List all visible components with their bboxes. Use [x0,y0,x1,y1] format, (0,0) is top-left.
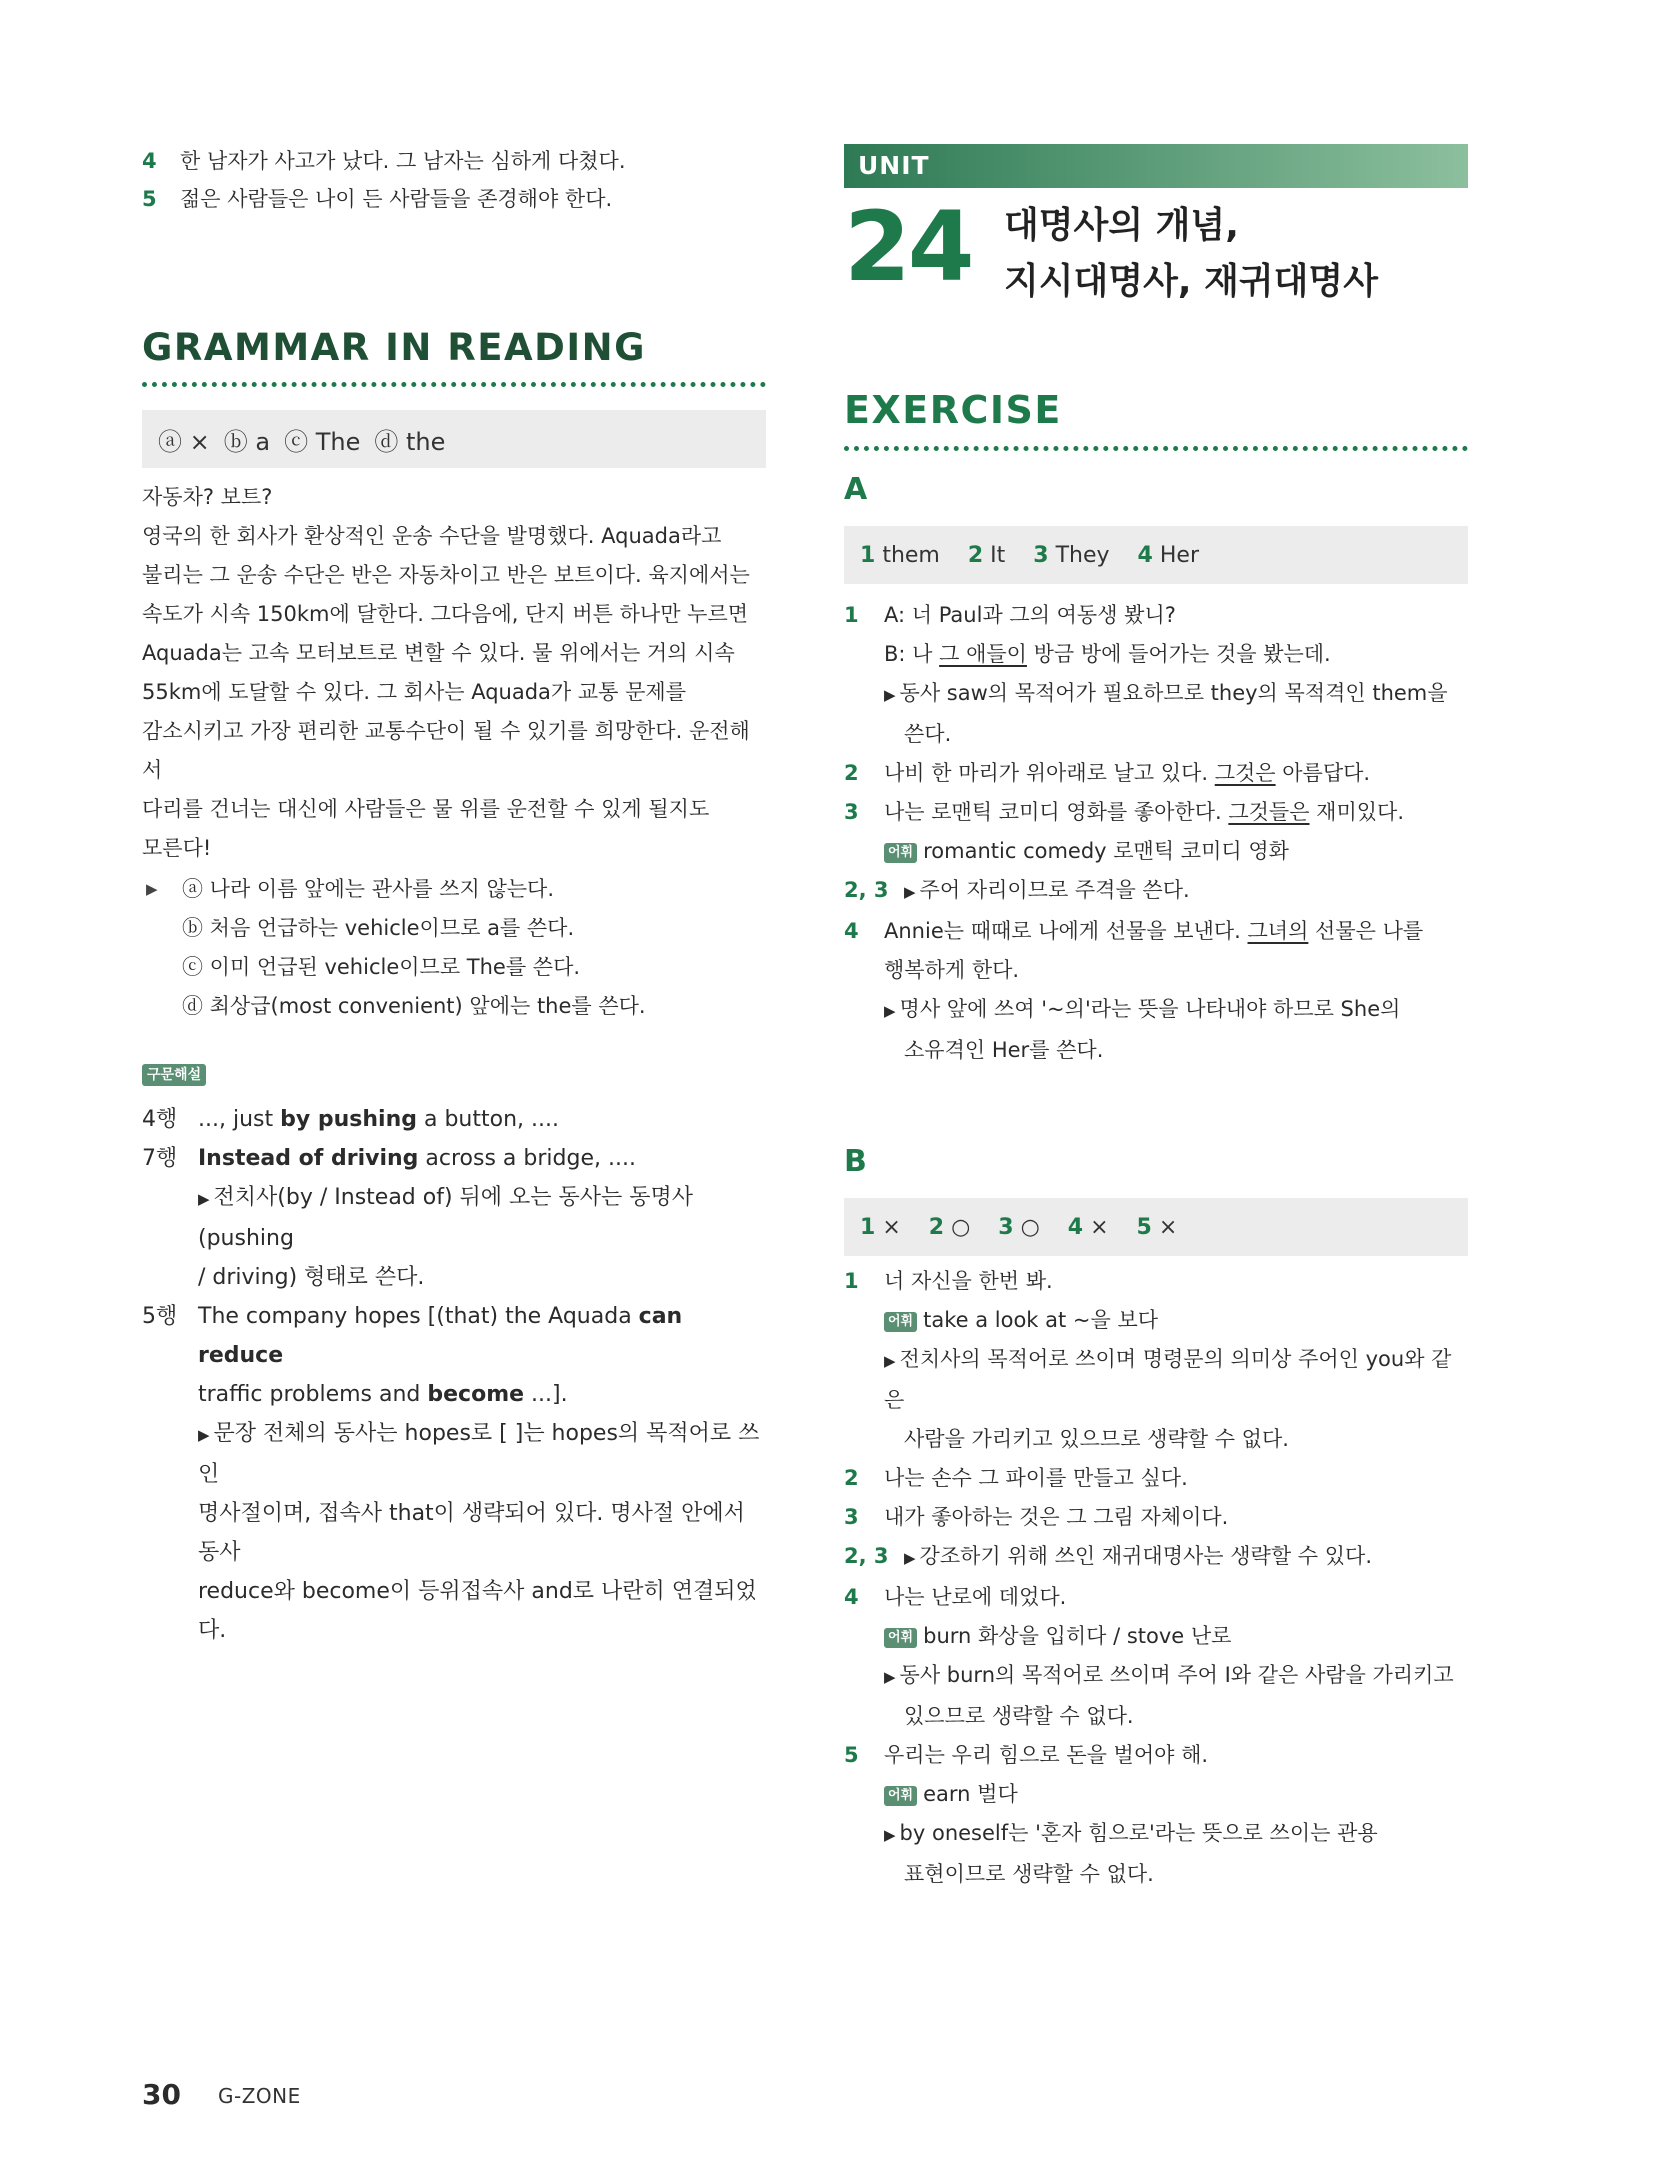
list-item [142,142,626,180]
unit-number: 24 [844,191,972,303]
item-note: ▶ 전치사의 목적어로 쓰이며 명령문의 의미상 주어인 you와 같은 [884,1347,1452,1412]
exercise-item [844,1578,1468,1617]
syntax-row [142,1100,766,1139]
item-number: 5 [844,1743,859,1767]
paragraph-line: 영국의 한 회사가 환상적인 운송 수단을 발명했다. Aquada라고 [142,524,722,548]
triangle-bullet-icon: ▶ [146,880,158,898]
item-note: 표현이므로 생략할 수 없다. [904,1862,1154,1886]
answer: 4 × [1067,1214,1109,1240]
item-text: A: 너 Paul과 그의 여동생 봤니? [884,603,1176,627]
item-text: 너 자신을 한번 봐. [884,1269,1053,1293]
syntax-bold: Instead of driving [198,1146,419,1171]
dotted-divider [142,382,766,387]
paragraph-line: 속도가 시속 150km에 달한다. 그다음에, 단지 버튼 하나만 누르면 [142,602,749,626]
unit-title-line: 대명사의 개념, [1004,205,1239,246]
line-label: 4행 [142,1107,178,1132]
exercise-item [844,1498,1468,1537]
syntax-note: ▶ 전치사(by / Instead of) 뒤에 오는 동사는 동명사(pushing [198,1185,694,1251]
note-line: ⓑ 처음 언급하는 vehicle이므로 a를 쓴다. [182,916,575,940]
item-number: 2, 3 [844,878,889,902]
item-note: ▶ 명사 앞에 쓰여 '~의'라는 뜻을 나타내야 하므로 She의 [884,997,1401,1021]
answer-box [142,410,766,468]
list-item [142,180,626,218]
syntax-continuation: traffic problems and become ...]. [198,1382,568,1407]
syntax-bold: can reduce [198,1304,683,1368]
answer: 3 ○ [998,1214,1040,1240]
syntax-note: reduce와 become이 등위접속사 and로 나란히 연결되었다. [198,1579,757,1643]
unit-title-line: 지시대명사, 재귀대명사 [1004,261,1378,302]
item-number: 2 [844,1466,859,1490]
item-text: 행복하게 한다. [884,958,1020,982]
previous-answers-list [142,142,626,218]
item-text: 내가 좋아하는 것은 그 그림 자체이다. [884,1505,1229,1529]
exercise-item: 3 나는 로맨틱 코미디 영화를 좋아한다. 그것들은 재미있다. [844,793,1468,832]
paragraph-line: 모른다! [142,836,212,860]
item-number: 3 [844,800,859,824]
syntax-text: a button, .... [416,1107,559,1132]
answer-c: ⓒ The [284,427,361,456]
item-number: 4 [844,1585,859,1609]
syntax-bold: by pushing [280,1107,417,1132]
triangle-bullet-icon: ▶ [884,1002,896,1020]
unit-title [1004,198,1378,310]
exercise-item: 2 나비 한 마리가 위아래로 날고 있다. 그것은 아름답다. [844,754,1468,793]
paragraph-line: 55km에 도달할 수 있다. 그 회사는 Aquada가 교통 문제를 [142,680,686,704]
answer: 2 It [967,542,1006,568]
answer-b: ⓑ a [223,427,271,456]
triangle-bullet-icon: ▶ [904,1549,916,1567]
syntax-note: ▶ 문장 전체의 동사는 hopes로 [ ]는 hopes의 목적어로 쓰인 [198,1421,760,1487]
item-note: 소유격인 Her를 쓴다. [904,1038,1104,1062]
answer-d: ⓓ the [374,427,446,456]
exercise-b-items [844,1262,1468,1894]
item-note: 있으므로 생략할 수 없다. [904,1704,1134,1728]
vocab-line: 어휘 earn 벌다 [844,1775,1468,1814]
unit-label-bar: UNIT [844,144,1468,188]
answer: 1 × [860,1214,901,1240]
syntax-note: 명사절이며, 접속사 that이 생략되어 있다. 명사절 안에서 동사 [198,1501,745,1565]
answer-box-a [844,526,1468,584]
triangle-bullet-icon: ▶ [198,1190,210,1208]
vocab-tag: 어휘 [884,843,917,863]
paragraph-line: 자동차? 보트? [142,485,273,509]
answer: 2 ○ [928,1214,971,1240]
item-text: 한 남자가 사고가 났다. 그 남자는 심하게 다쳤다. [180,149,626,173]
exercise-item [844,1262,1468,1301]
exercise-item [844,1459,1468,1498]
note-line: ⓓ 최상급(most convenient) 앞에는 the를 쓴다. [182,994,646,1018]
vocab-line: 어휘 burn 화상을 입히다 / stove 난로 [844,1617,1468,1656]
page-number: 30 [142,2078,181,2111]
vocab-line: 어휘 take a look at ~을 보다 [844,1301,1468,1340]
item-number: 2, 3 [844,1544,889,1568]
exercise-item [844,1736,1468,1775]
exercise-a-items [844,596,1468,1070]
exercise-item: 2, 3 ▶ 주어 자리이므로 주격을 쓴다. [844,871,1468,912]
item-note: ▶ by oneself는 '혼자 힘으로'라는 뜻으로 쓰이는 관용 [884,1821,1378,1845]
item-note: 쓴다. [904,722,952,746]
item-number: 4 [142,149,157,173]
dotted-divider [844,446,1468,451]
explanation-notes [142,870,766,1026]
answer-a: ⓐ × [158,427,210,456]
item-number: 2 [844,761,859,785]
exercise-item: 4 Annie는 때때로 나에게 선물을 보낸다. 그녀의 선물은 나를 [844,912,1468,951]
item-text: 나는 손수 그 파이를 만들고 싶다. [884,1466,1188,1490]
line-label: 5행 [142,1304,178,1329]
exercise-item: 2, 3 ▶ 강조하기 위해 쓰인 재귀대명사는 생략할 수 있다. [844,1537,1468,1578]
answer-box-b [844,1198,1468,1256]
paragraph-line: 다리를 건너는 대신에 사람들은 물 위를 운전할 수 있게 될지도 [142,797,710,821]
paragraph-line: 감소시키고 가장 편리한 교통수단이 될 수 있기를 희망한다. 운전해서 [142,719,750,782]
item-number: 1 [844,1269,859,1293]
item-text: 나는 난로에 데었다. [884,1585,1067,1609]
book-name: G-ZONE [218,2084,301,2108]
section-title-exercise: EXERCISE [844,388,1062,432]
answer: 4 Her [1137,542,1199,568]
item-note: ▶ 동사 saw의 목적어가 필요하므로 they의 목적격인 them을 [884,681,1448,705]
syntax-text: across a bridge, .... [418,1146,636,1171]
paragraph-line: 불리는 그 운송 수단은 반은 자동차이고 반은 보트이다. 육지에서는 [142,563,750,587]
vocab-tag: 어휘 [884,1628,917,1648]
section-letter-a: A [844,472,868,507]
vocab-line: 어휘 romantic comedy 로맨틱 코미디 영화 [844,832,1468,871]
vocab-tag: 어휘 [884,1312,917,1332]
exercise-item [844,596,1468,635]
item-note: ▶ 동사 burn의 목적어로 쓰이며 주어 I와 같은 사람을 가리키고 [884,1663,1454,1687]
item-number: 4 [844,919,859,943]
syntax-row [142,1297,766,1375]
triangle-bullet-icon: ▶ [884,1352,896,1370]
item-number: 1 [844,603,859,627]
item-text: 우리는 우리 힘으로 돈을 벌어야 해. [884,1743,1209,1767]
item-text: 젊은 사람들은 나이 든 사람들을 존경해야 한다. [180,187,613,211]
line-label: 7행 [142,1146,178,1171]
vocab-tag: 어휘 [884,1786,917,1806]
section-title-grammar-in-reading: GRAMMAR IN READING [142,326,646,369]
syntax-analysis [142,1100,766,1650]
syntax-note: / driving) 형태로 쓴다. [198,1265,425,1290]
item-number: 5 [142,187,157,211]
syntax-text: The company hopes [(that) the Aquada [198,1304,639,1329]
triangle-bullet-icon: ▶ [884,1668,896,1686]
triangle-bullet-icon: ▶ [904,883,916,901]
triangle-bullet-icon: ▶ [884,1826,896,1844]
section-letter-b: B [844,1144,867,1179]
triangle-bullet-icon: ▶ [198,1426,210,1444]
triangle-bullet-icon: ▶ [884,686,896,704]
syntax-tag: 구문해설 [142,1064,206,1086]
syntax-row [142,1139,766,1178]
item-number: 3 [844,1505,859,1529]
item-note: 사람을 가리키고 있으므로 생략할 수 없다. [904,1427,1289,1451]
item-text: B: 나 그 애들이 방금 방에 들어가는 것을 봤는데. [884,642,1331,666]
answer: 3 They [1033,542,1110,568]
syntax-text: ..., just [198,1107,281,1132]
answer: 5 × [1136,1214,1178,1240]
paragraph-line: Aquada는 고속 모터보트로 변할 수 있다. 물 위에서는 거의 시속 [142,641,735,665]
translation-paragraph [142,478,766,868]
note-line: ⓒ 이미 언급된 vehicle이므로 The를 쓴다. [182,955,581,979]
answer: 1 them [860,542,940,568]
note-line: ⓐ 나라 이름 앞에는 관사를 쓰지 않는다. [182,877,555,901]
